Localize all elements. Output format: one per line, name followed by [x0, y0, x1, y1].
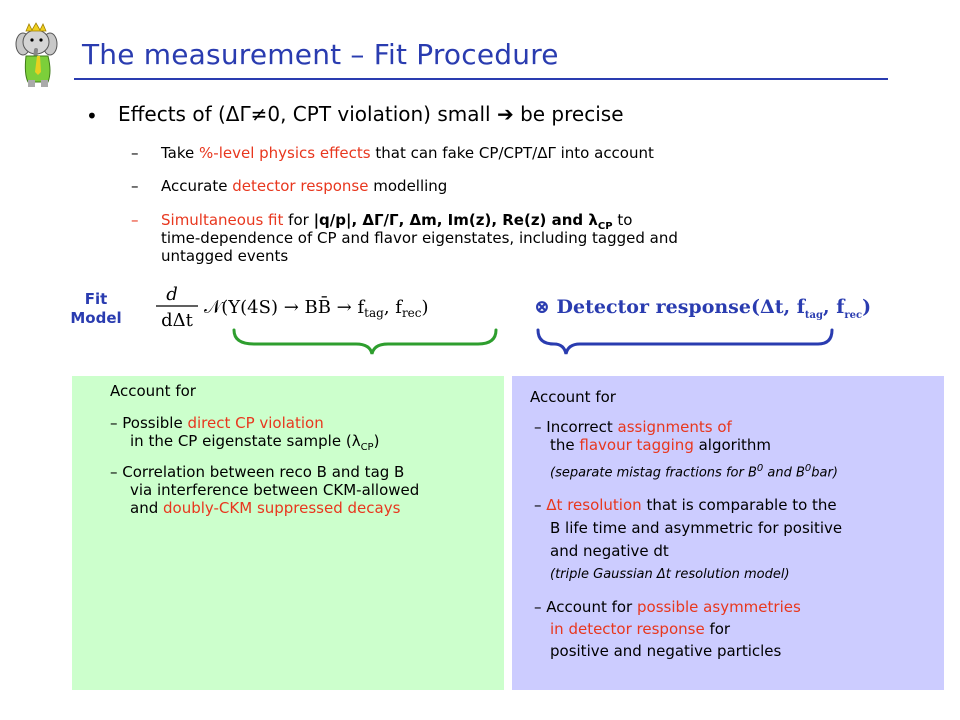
fit-parameters: |q/p|, ΔΓ/Γ, Δm, Im(z), Re(z) and λ — [313, 211, 598, 229]
fit-model-label — [60, 290, 132, 328]
fit-parameters-sub: CP — [597, 221, 613, 232]
green-item2-line2: via interference between CKM-allowed — [130, 481, 420, 499]
subitem-highlight: Simultaneous fit — [161, 211, 284, 229]
blue-brace — [538, 330, 832, 354]
fit-model-line2: Model — [70, 309, 122, 327]
formula-tag-sub: tag — [364, 306, 384, 320]
detector-response-formula — [534, 296, 871, 321]
arrow-icon: ➔ — [496, 102, 514, 126]
blue-item3-line2 — [550, 620, 730, 638]
detector-effects-box — [512, 376, 944, 690]
formula-comma: , f — [383, 297, 402, 318]
green-box-heading: Account for — [110, 382, 196, 400]
blue-note-sup2: 0 — [804, 463, 812, 474]
subitem-text: to — [612, 211, 633, 229]
detector-close: ) — [862, 296, 872, 318]
blue-note-sup1: 0 — [756, 463, 764, 474]
blue-note-b: and B — [763, 465, 805, 481]
green-item1-highlight: direct CP violation — [187, 414, 324, 432]
green-item2-text3: and — [130, 499, 163, 517]
formula-expression — [204, 295, 429, 320]
blue-note-c: bar) — [811, 465, 838, 481]
detector-rec-sub: rec — [844, 309, 863, 321]
blue-item3-text: – Account for — [534, 598, 637, 616]
blue-item1-note — [550, 460, 838, 482]
blue-item1-text2: the — [550, 436, 580, 454]
green-item2-line1: – Correlation between reco B and tag B — [110, 463, 405, 481]
blue-item2-highlight: Δt resolution — [546, 496, 642, 514]
blue-box-heading: Account for — [530, 388, 616, 406]
blue-item2-line1 — [534, 496, 837, 514]
blue-item3-text2: for — [704, 620, 731, 638]
slide-title: The measurement – Fit Procedure — [82, 38, 559, 71]
green-item1-sub: CP — [360, 442, 374, 453]
bullet-text-suffix: be precise — [513, 102, 624, 126]
physics-effects-box — [72, 376, 504, 690]
main-bullet — [118, 102, 624, 126]
otimes-symbol: ⊗ — [534, 296, 550, 318]
subitem-text-line3: untagged events — [161, 247, 289, 265]
title-underline — [74, 78, 888, 80]
blue-item2-line2: B life time and asymmetric for positive — [550, 519, 843, 537]
blue-note-a: (separate mistag fractions for B — [550, 465, 757, 481]
blue-item3-line3: positive and negative particles — [550, 642, 782, 660]
formula-d-numerator: d — [166, 284, 178, 305]
green-item1-text: – Possible — [110, 414, 188, 432]
green-item2-line3 — [130, 499, 400, 517]
subitem-text: that can fake CP/CPT/ΔΓ into account — [370, 144, 654, 162]
detector-tag-sub: tag — [804, 309, 823, 321]
blue-item1-text: – Incorrect — [534, 418, 618, 436]
blue-item2-note: (triple Gaussian Δt resolution model) — [550, 567, 790, 582]
fit-model-line1: Fit — [84, 290, 108, 308]
subitem-highlight: detector response — [232, 177, 369, 195]
formula-expr-main: 𝒩(Υ(4S) → BB̄ → f — [204, 297, 365, 318]
green-item2-highlight: doubly-CKM suppressed decays — [163, 499, 401, 517]
subitem-text: modelling — [368, 177, 448, 195]
subitem-dash: – — [131, 211, 139, 229]
blue-item3-line1 — [534, 598, 801, 616]
formula-rec-sub: rec — [401, 306, 422, 320]
blue-item2-line3: and negative dt — [550, 542, 669, 560]
subitem-text: Accurate — [161, 177, 233, 195]
babar-elephant-logo — [14, 22, 66, 88]
green-item1-line2 — [130, 432, 379, 457]
blue-item3-highlight2: in detector response — [550, 620, 705, 638]
subitem-simultaneous-fit — [131, 211, 831, 271]
green-item1-line1 — [110, 414, 324, 432]
subitem-text: for — [283, 211, 314, 229]
blue-item1-line2 — [550, 436, 771, 454]
blue-item3-highlight: possible asymmetries — [637, 598, 801, 616]
green-item1-close: ) — [373, 432, 380, 450]
green-brace — [234, 330, 496, 354]
bullet-text-prefix: Effects of ( — [118, 102, 226, 126]
subitem-dash: – — [131, 144, 139, 162]
blue-item1-line1 — [534, 418, 732, 436]
subitem-text-line2: time-dependence of CP and flavor eigenstates, including tagged and — [161, 229, 678, 247]
blue-item1-highlight: assignments of — [617, 418, 732, 436]
bullet-delta-gamma: ΔΓ≠0 — [225, 102, 281, 126]
subitem-dash: – — [131, 177, 139, 195]
bullet-text-middle: , CPT violation) small — [280, 102, 497, 126]
bullet-symbol: • — [86, 104, 98, 128]
subitem-highlight: %-level physics effects — [199, 144, 371, 162]
blue-item2-text: that is comparable to the — [641, 496, 837, 514]
blue-item2-dash: – — [534, 496, 547, 514]
subitem-text: Take — [161, 144, 200, 162]
green-item1-text2: in the CP eigenstate sample (λ — [130, 432, 361, 450]
detector-text: Detector response(Δt, f — [549, 296, 805, 318]
blue-item1-highlight2: flavour tagging — [579, 436, 694, 454]
formula-close: ) — [421, 297, 429, 318]
braces — [228, 326, 848, 358]
detector-comma: , f — [822, 296, 845, 318]
formula-d-denominator: dΔt — [161, 310, 193, 331]
blue-item1-text3: algorithm — [693, 436, 772, 454]
